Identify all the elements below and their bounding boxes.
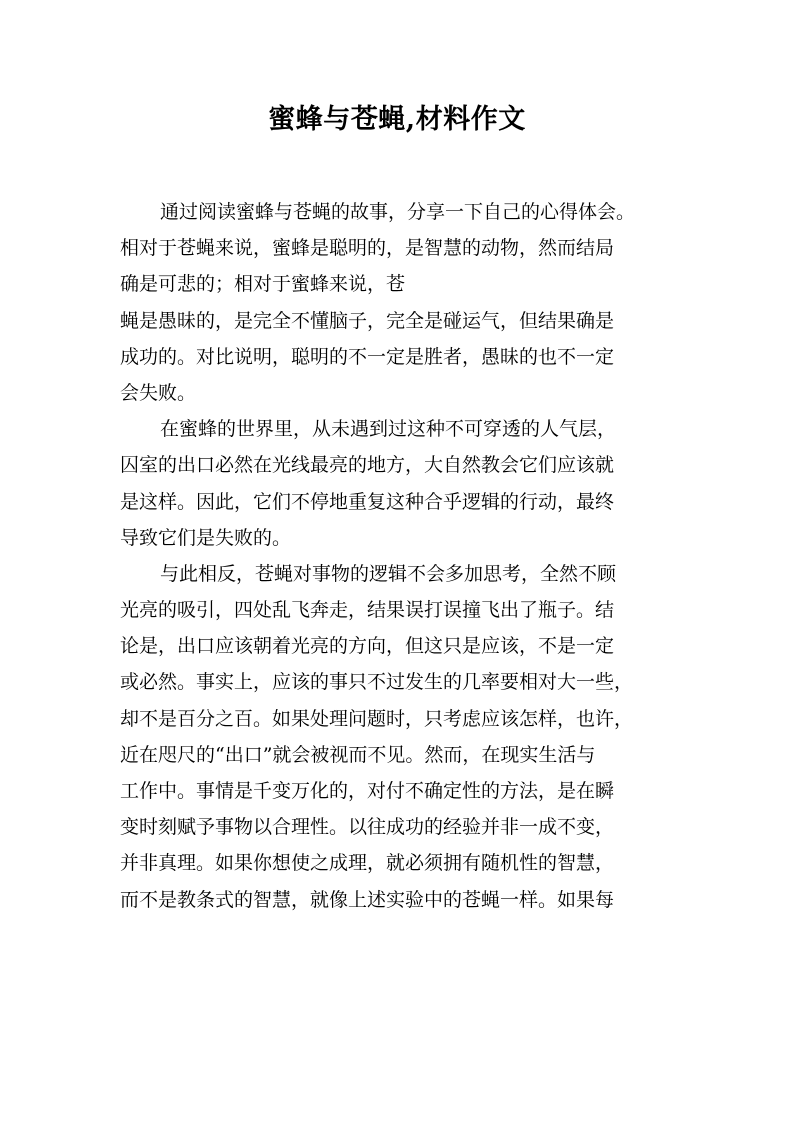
- text-line: 确是可悲的；相对于蜜蜂来说，苍: [120, 273, 406, 296]
- text-line: 在蜜蜂的世界里，从未遇到过这种不可穿透的人气层，: [160, 418, 617, 441]
- text-line: 与此相反，苍蝇对事物的逻辑不会多加思考，全然不顾: [160, 562, 617, 585]
- text-line: 光亮的吸引，四处乱飞奔走，结果误打误撞飞出了瓶子。结: [120, 599, 615, 622]
- text-line: 工作中。事情是千变万化的，对付不确定性的方法，是在瞬: [120, 780, 615, 802]
- text-line: 却不是百分之百。如果处理问题时，只考虑应该怎样，也许，: [120, 707, 634, 730]
- text-line: 通过阅读蜜蜂与苍蝇的故事，分享一下自己的心得体会。: [160, 201, 636, 223]
- text-line: 或必然。事实上，应该的事只不过发生的几率要相对大一些，: [120, 671, 634, 694]
- text-line: 蝇是愚昧的，是完全不懂脑子，完全是碰运气，但结果确是: [120, 309, 615, 332]
- document-body: [120, 194, 680, 918]
- text-line: 导致它们是失败的。: [120, 526, 292, 549]
- text-line: 成功的。对比说明，聪明的不一定是胜者，愚昧的也不一定: [120, 345, 615, 368]
- text-line: 近在咫尺的“出口”就会被视而不见。然而，在现实生活与: [120, 743, 596, 766]
- text-line: 并非真理。如果你想使之成理，就必须拥有随机性的智慧，: [120, 852, 615, 875]
- text-line: 是这样。因此，它们不停地重复这种合乎逻辑的行动，最终: [120, 490, 615, 513]
- text-line: 论是，出口应该朝着光亮的方向，但这只是应该，不是一定: [120, 635, 615, 658]
- text-line: 而不是教条式的智慧，就像上述实验中的苍蝇一样。如果每: [120, 888, 615, 911]
- text-line: 变时刻赋予事物以合理性。以往成功的经验并非一成不变，: [120, 816, 615, 839]
- text-line: 囚室的出口必然在光线最亮的地方，大自然教会它们应该就: [120, 454, 615, 477]
- page-title: 蜜蜂与苍蝇,材料作文: [268, 104, 526, 135]
- text-line: 会失败。: [120, 381, 197, 404]
- text-line: 相对于苍蝇来说，蜜蜂是聪明的，是智慧的动物，然而结局: [120, 237, 615, 260]
